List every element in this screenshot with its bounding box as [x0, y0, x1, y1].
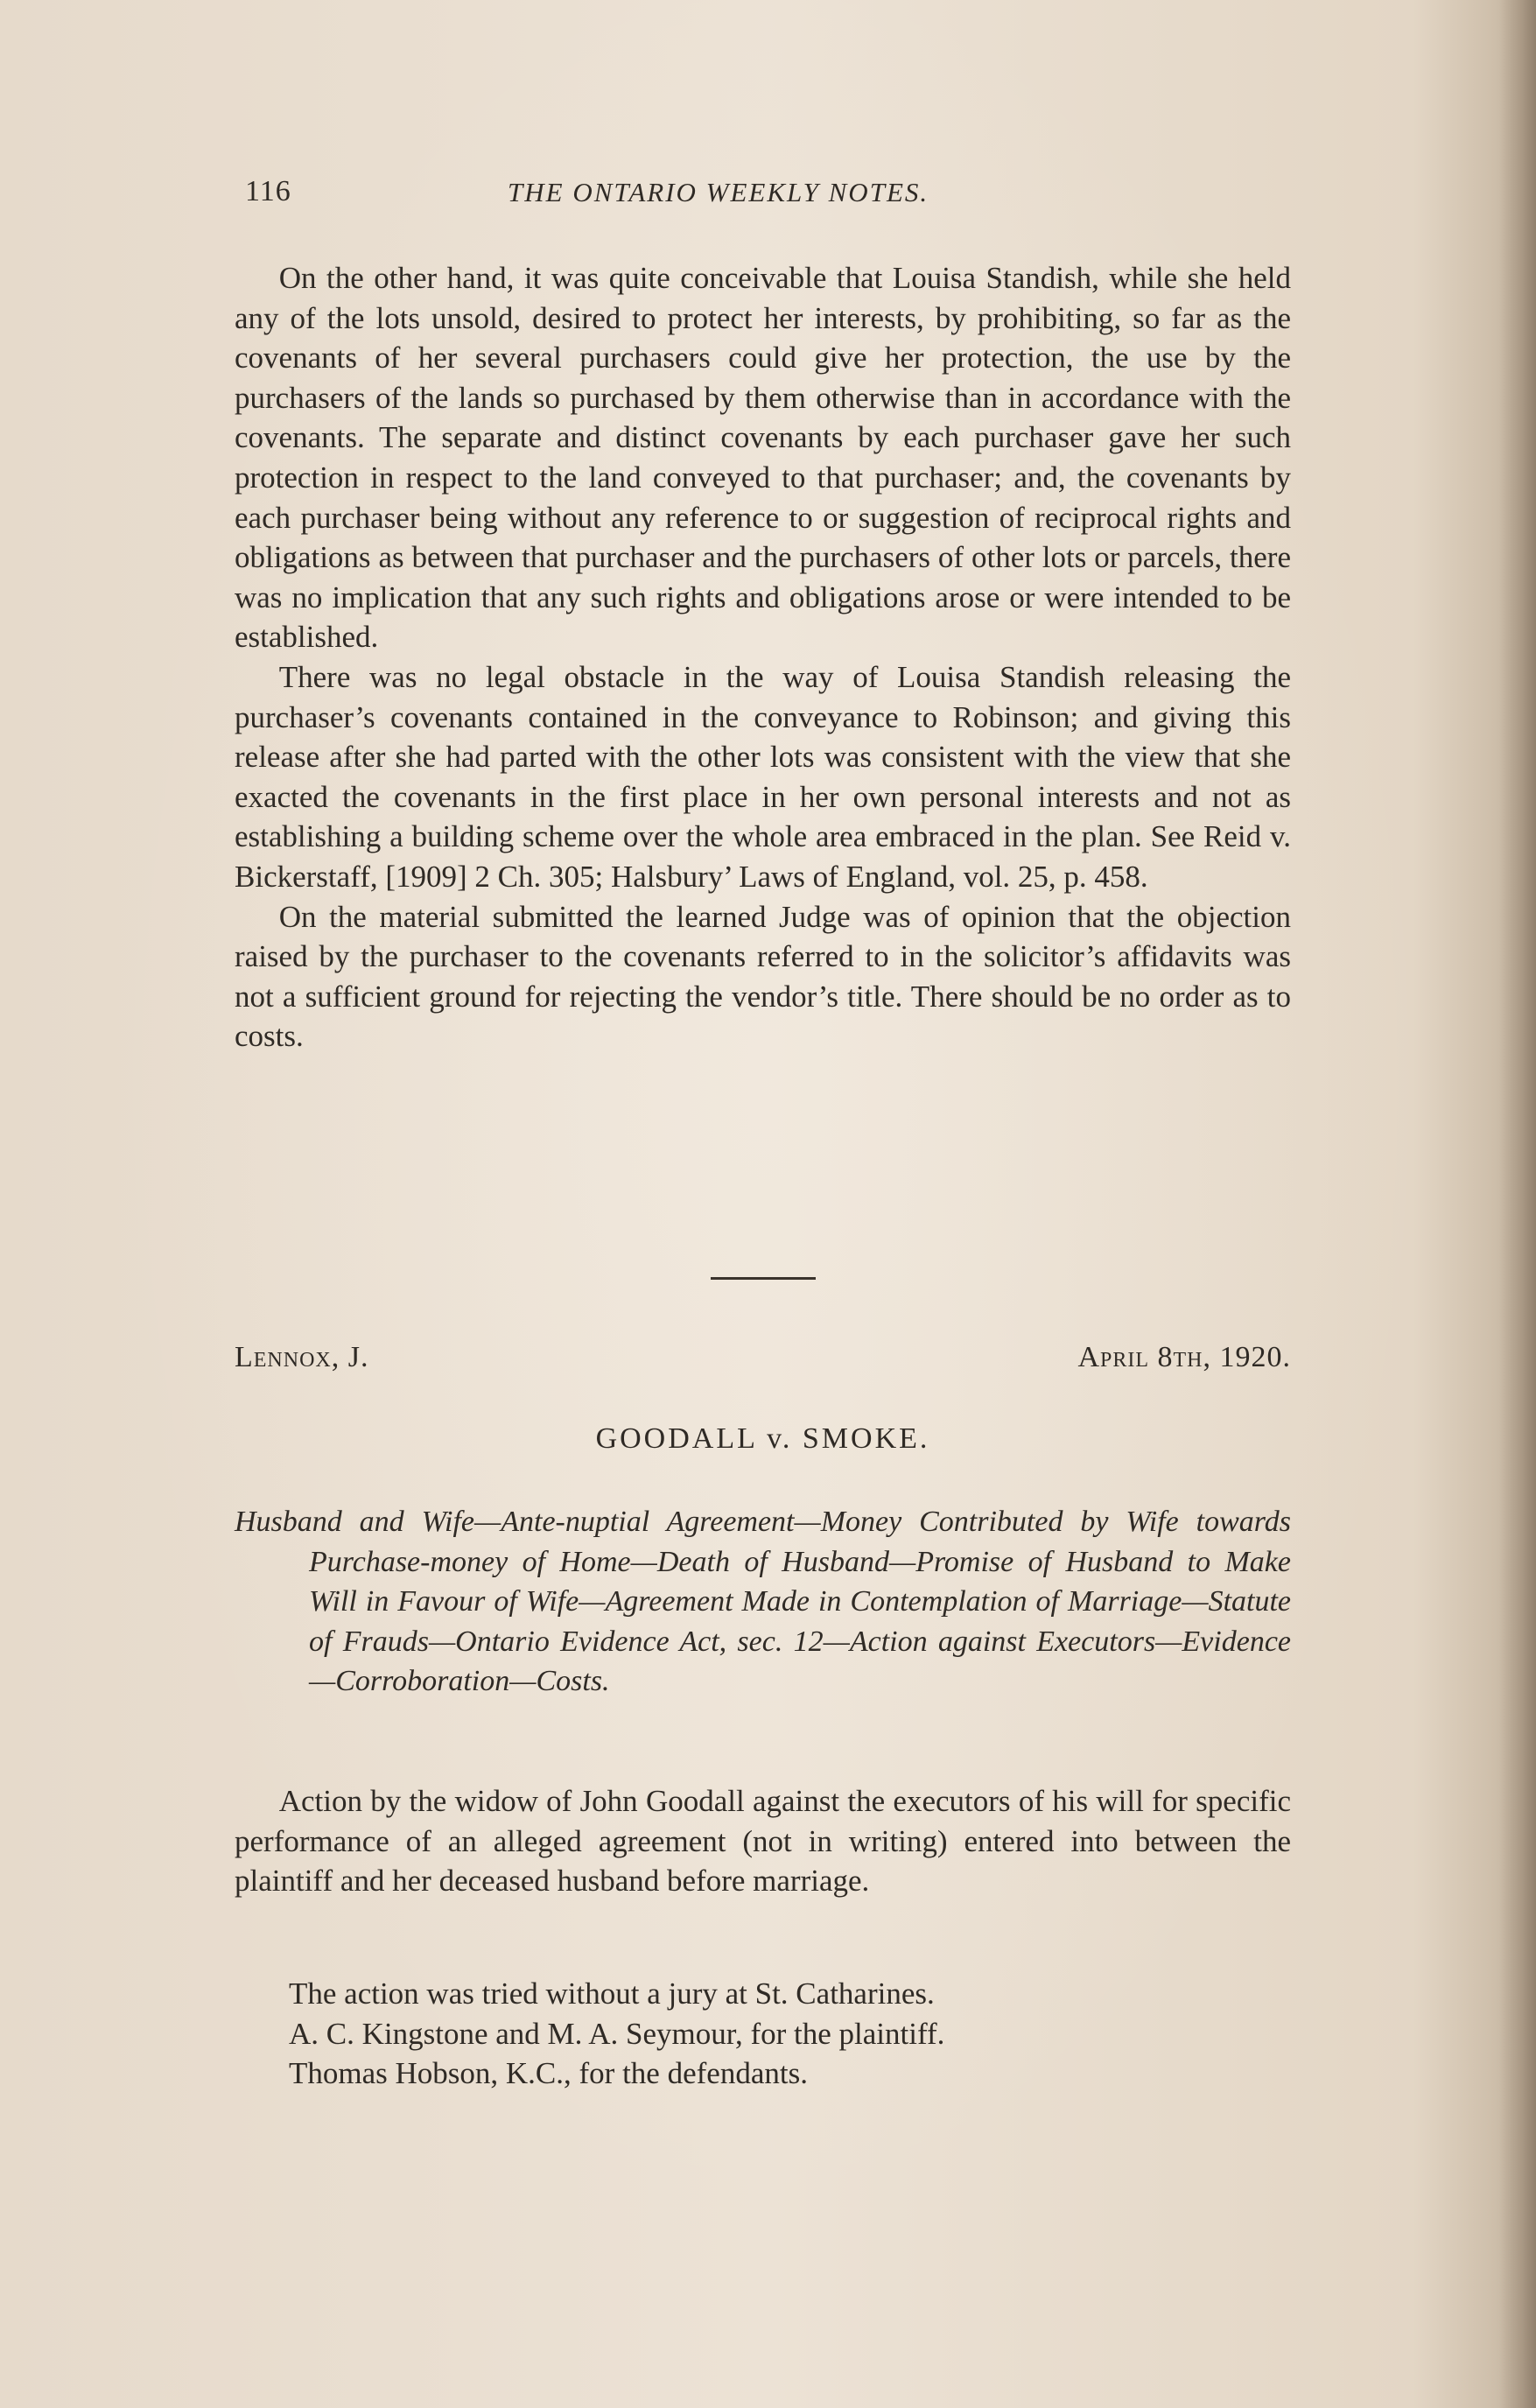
paragraph-3: On the material submitted the learned Judge was of opinion that the objection raised by the purchaser to the covenants referred to in the solicitor’s affidavits was not a sufficient ground for rejecting the vendor’s title. There should be no order as to costs.	[235, 899, 1291, 1054]
running-title: THE ONTARIO WEEKLY NOTES.	[508, 177, 929, 207]
action-paragraph: Action by the widow of John Goodall against the executors of his will for specific performance of an alleged agreement (not in writing) entered into between the plaintiff and her deceased husband before marriage.	[235, 1784, 1291, 1899]
page-edge-shadow	[1499, 0, 1536, 2408]
trial-note: The action was tried without a jury at St. Catharines.	[289, 1976, 935, 2011]
case-title: GOODALL v. SMOKE.	[595, 1422, 930, 1455]
page-header	[245, 175, 1291, 219]
section-divider	[711, 1277, 816, 1280]
paragraph-1: On the other hand, it was quite conceivable that Louisa Standish, while she held any of the lots unsold, desired to protect her interests, by prohibiting, so far as the covenants of her several purchasers could give her protection, the use by the purchasers of the lands so purchased by them otherwise than in accordance with the covenants. The separate and distinct covenants by each purchaser gave her such protection in respect to the land conveyed to that purchaser; and, the covenants by each purchaser being without any reference to or suggestion of reciprocal rights and obligations as between that purchaser and the purchasers of other lots or parcels, there was no implication that any such rights and obligations arose or were intended to be established.	[235, 261, 1291, 655]
page-number: 116	[245, 175, 291, 207]
plaintiff-counsel: A. C. Kingstone and M. A. Seymour, for the plaintiff.	[289, 2016, 945, 2051]
decision-date: April 8th, 1920.	[1077, 1341, 1291, 1373]
judge-date-line	[235, 1341, 1291, 1383]
case-headnote: Husband and Wife—Ante-nuptial Agreement—Money Contributed by Wife towards Purchase-money of Home—Death of Husband—Promise of Husband to Make Will in Favour of Wife—Agreement Made in Contemplation of Marriage—Statute of Frauds—Ontario Evidence Act, sec. 12—Action against Executors—Evidence—Corroboration—Costs.	[235, 1506, 1291, 1698]
defendant-counsel: Thomas Hobson, K.C., for the defendants.	[289, 2056, 808, 2091]
paragraph-2: There was no legal obstacle in the way of Louisa Standish releasing the purchaser’s covenants contained in the conveyance to Robinson; and giving this release after she had parted with the other lots was consistent with the view that she exacted the covenants in the first place in her own personal interests and not as establishing a building scheme over the whole area embraced in the plan. See Reid v. Bickerstaff, [1909] 2 Ch. 305; Halsbury’ Laws of England, vol. 25, p. 458.	[235, 659, 1291, 894]
appearances	[289, 1974, 1252, 2094]
judge-name: Lennox, J.	[235, 1341, 369, 1373]
opinion-text	[235, 258, 1291, 1057]
action-text	[235, 1781, 1291, 1901]
